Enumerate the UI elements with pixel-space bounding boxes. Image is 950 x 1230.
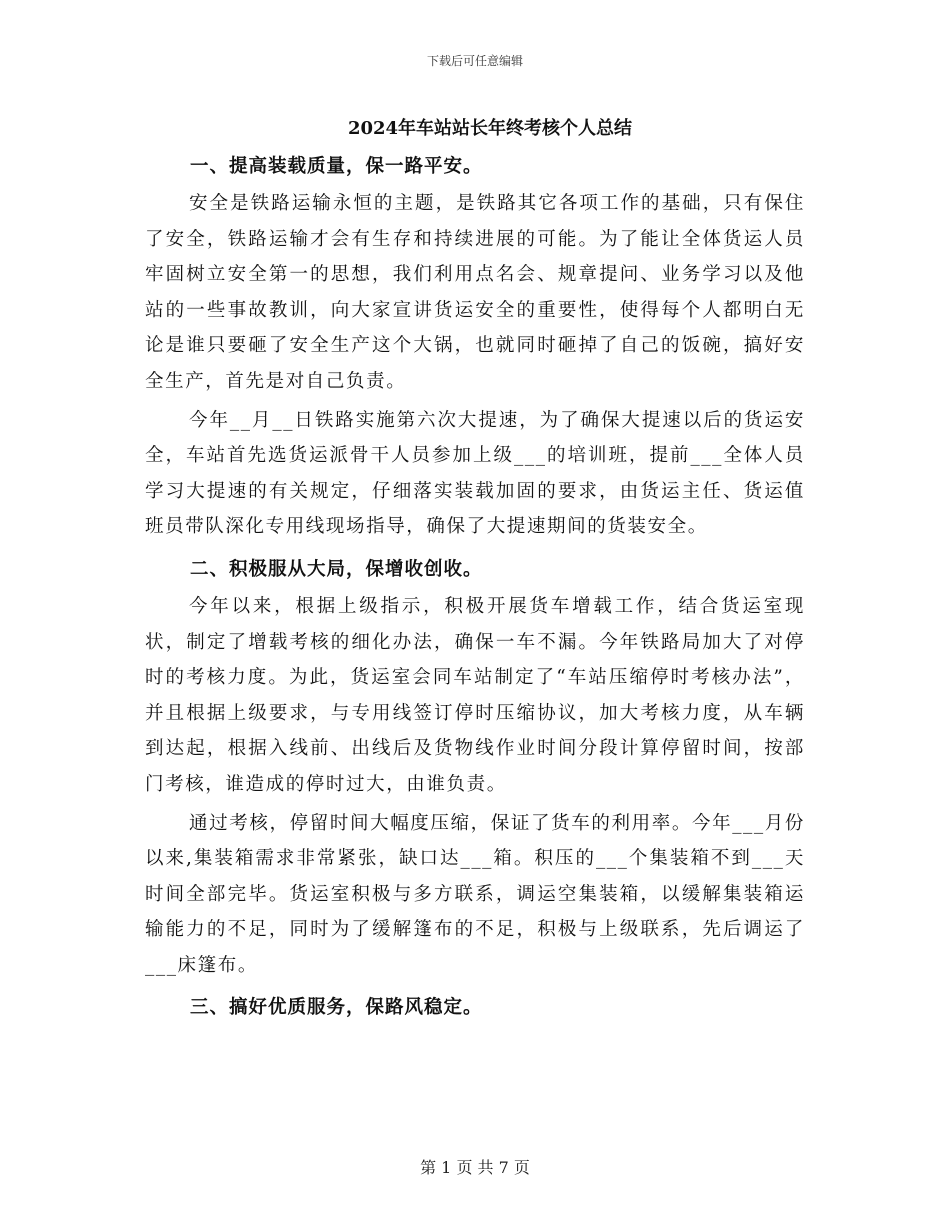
document-title: 2024年车站站长年终考核个人总结 bbox=[347, 118, 633, 139]
paragraph: 安全是铁路运输永恒的主题，是铁路其它各项工作的基础，只有保住了安全，铁路运输才会有生存和持续进展的可能。为了能让全体货运人员牢固树立安全第一的思想，我们利用点名会、规章提问、业务学习以及他站的一些事故教训，向大家宣讲货运安全的重要性，使得每个人都明白无论是谁只要砸了安全生产这个大锅，也就同时砸掉了自己的饭碗，搞好安全生产，首先是对自己负责。 bbox=[145, 193, 805, 392]
document-content bbox=[145, 110, 805, 1027]
section-heading-3: 三、搞好优质服务，保路风稳定。 bbox=[190, 997, 483, 1019]
page-number: 第 1 页 共 7 页 bbox=[420, 1158, 530, 1177]
header-note: 下载后可任意编辑 bbox=[426, 54, 523, 68]
section-heading-2: 二、积极服从大局，保增收创收。 bbox=[190, 558, 483, 580]
paragraph: 今年__月__日铁路实施第六次大提速，为了确保大提速以后的货运安全，车站首先选货运派骨干人员参加上级___的培训班，提前___全体人员学习大提速的有关规定，仔细落实装载加固的要求，由货运主任、货运值班员带队深化专用线现场指导，确保了大提速期间的货装安全。 bbox=[145, 409, 805, 538]
section-heading-1: 一、提高装载质量，保一路平安。 bbox=[190, 156, 483, 177]
paragraph: 今年以来，根据上级指示，积极开展货车增载工作，结合货运室现状，制定了增载考核的细化办法，确保一车不漏。今年铁路局加大了对停时的考核力度。为此，货运室会同车站制定了“车站压缩停时考核办法”，并且根据上级要求，与专用线签订停时压缩协议，加大考核力度，从车辆到达起，根据入线前、出线后及货物线作业时间分段计算停留时间，按部门考核，谁造成的停时过大，由谁负责。 bbox=[145, 595, 805, 795]
paragraph: 通过考核，停留时间大幅度压缩，保证了货车的利用率。今年___月份以来,集装箱需求非常紧张，缺口达___箱。积压的___个集装箱不到___天时间全部完毕。货运室积极与多方联系，调运空集装箱，以缓解集装箱运输能力的不足，同时为了缓解篷布的不足，积极与上级联系，先后调运了___床篷布。 bbox=[145, 812, 805, 976]
